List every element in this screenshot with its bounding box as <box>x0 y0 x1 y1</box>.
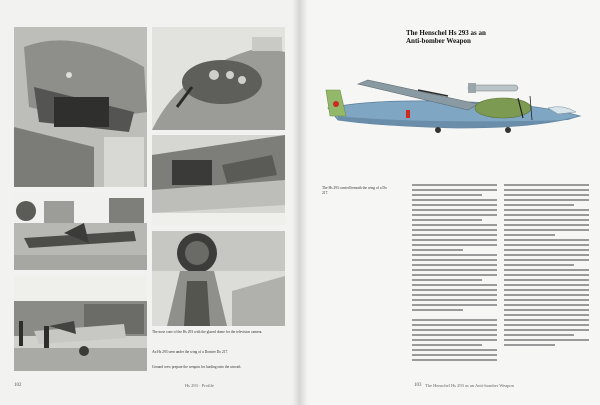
text-column-1 <box>412 184 497 364</box>
book-gutter <box>292 0 308 405</box>
aircraft-profile-illustration <box>318 68 588 148</box>
photo-nose-dome <box>152 231 285 326</box>
right-running-head: The Henschel Hs 293 as an Anti-bomber Weapon <box>425 383 514 388</box>
photo-engine-detail <box>152 135 285 225</box>
section-title: The Henschel Hs 293 as an Anti-bomber Weapon <box>406 29 486 45</box>
photo-aircraft-on-field <box>14 193 147 270</box>
caption-nose-dome: The nose cone of the Hs 293 with the glazed dome for the television camera. <box>152 330 263 334</box>
left-folio: 102 <box>14 383 22 388</box>
photo-cockpit-interior <box>152 27 285 130</box>
caption-hangar-1: An Hs 293 seen under the wing of a Dornier Do 217. <box>152 350 229 354</box>
right-folio: 103 <box>414 383 422 388</box>
text-column-2 <box>504 184 589 348</box>
photo-aircraft-in-hangar <box>14 276 147 371</box>
illustration-caption: The Hs 293 carried beneath the wing of a Do 217. <box>322 186 387 195</box>
caption-hangar-2: Ground crew prepare the weapon for loading onto the aircraft. <box>152 365 242 369</box>
left-running-head: Hs 293 · Profile <box>185 383 214 388</box>
photo-tail-close-up <box>14 27 147 187</box>
